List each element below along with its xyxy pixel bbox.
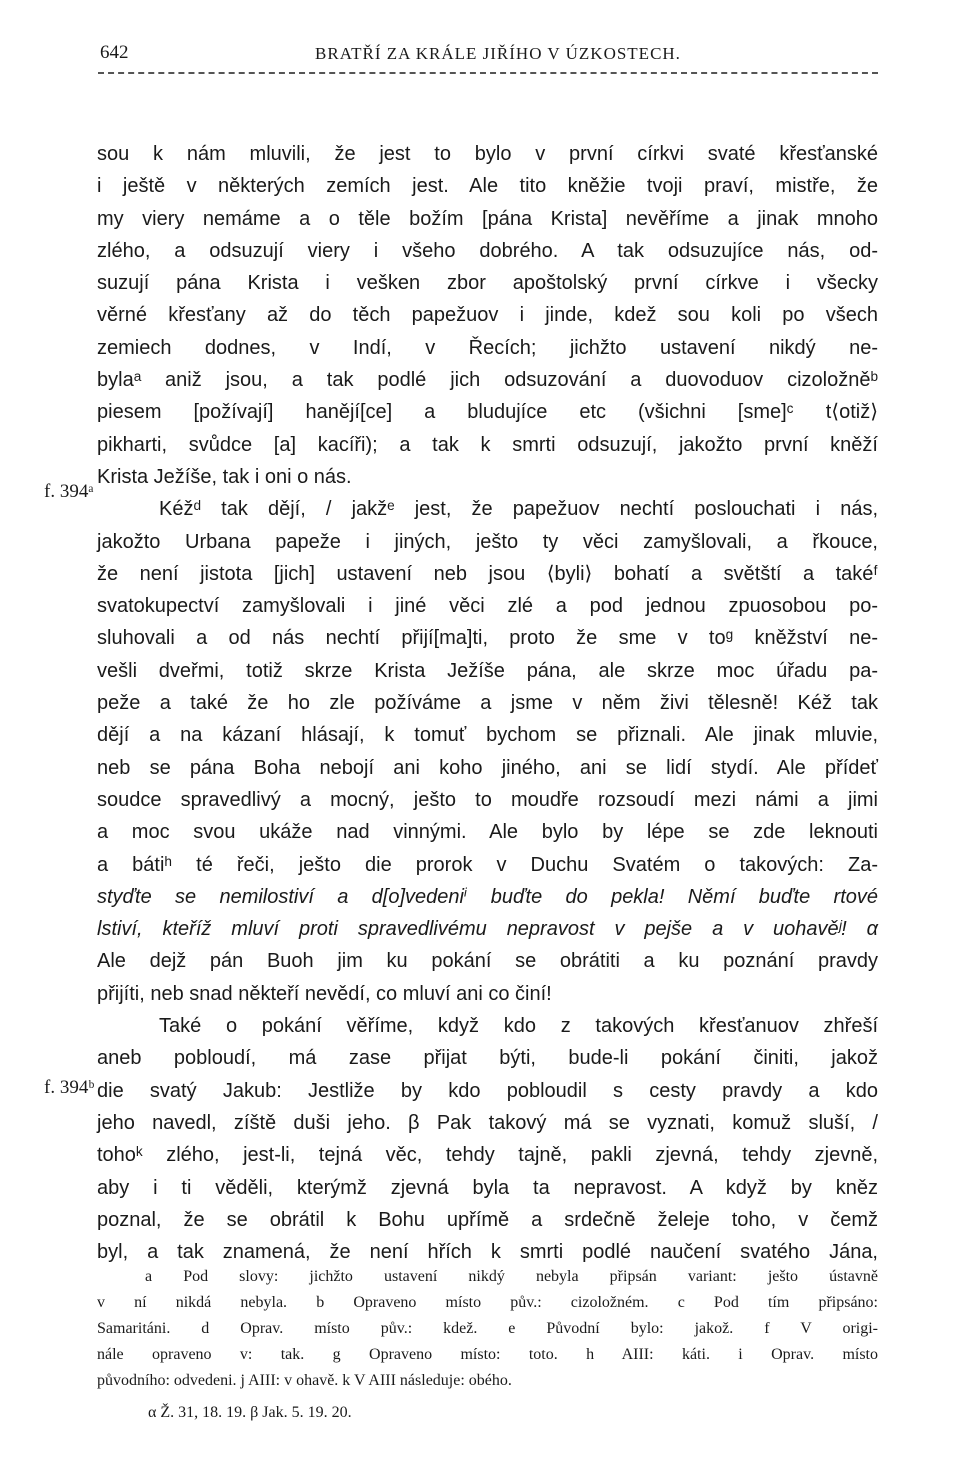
text-line: že není jistota [jich] ustavení neb jsou ⟨byli⟩ bohatí a světští a takéᶠ [97,562,878,585]
text-line: dějí a na kázaní hlásají, k tomuť bychom se přiznali. Ale jinak mluvie, [97,724,878,747]
footnotes [97,1264,878,1394]
text-line: Ale dejž pán Buoh jim ku pokání se obrátiti a ku poznání pravdy [97,950,878,973]
footnote-line: původního: odvedeni. j AIII: v ohavě. k V AIII následuje: obého. [97,1372,512,1389]
text-line: byl, a tak znamená, že není hřích k smrti podlé naučení svatého Jána, [97,1241,878,1264]
footnote-line: v ní nikdá nebyla. b Opraveno místo pův.: cizoložném. c Pod tím připsáno: [97,1294,878,1311]
text-line: pikharti, svůdce [a] kacíři); a tak k smrti odsuzují, jakožto první kněží [97,433,878,456]
text-line: zemiech dodnes, v Indí, v Řecích; jichžto ustavení nikdý ne- [97,336,878,359]
text-line: Krista Ježíše, tak i oni o nás. [97,465,352,488]
text-line: Také o pokání věříme, když kdo z takových křesťanuov zhřeší [159,1015,878,1038]
text-line: bylaᵃ aniž jsou, a tak podlé jich odsuzování a duovoduov cizoložněᵇ [97,369,878,392]
text-line: jakožto Urbana papeže i jiných, ješto ty věci zamyšlovali, a řkouce, [97,530,878,553]
text-line: lstiví, kteříž mluví proti spravedlivému nepravost v pejše a v uohavěʲ! α [97,918,878,941]
text-line: a moc svou ukáže nad vinnými. Ale bylo by lépe se zde leknouti [97,821,878,844]
text-line: jeho navedl, zíště duši jeho. β Pak takový má se vyznati, komuž sluší, / [97,1111,878,1134]
text-line: styďte se nemilostiví a d[o]vedeniⁱ buďte do pekla! Němí buďte rtové [97,885,878,908]
text-line: zlého, a odsuzují viery i všeho dobrého. A tak odsuzujíce nás, od- [97,239,878,262]
text-line: sluhovali a od nás nechtí přijí[ma]ti, proto že sme v toᵍ kněžství ne- [97,627,878,650]
text-line: aby i ti věděli, kterýmž zjevná byla ta nepravost. A když by kněz [97,1176,878,1199]
running-title: BRATŘÍ ZA KRÁLE JIŘÍHO V ÚZKOSTECH. [315,44,681,63]
text-line: die svatý Jakub: Jestliže by kdo pobloudil s cesty pravdy a kdo [97,1079,878,1102]
text-line: a bátiʰ té řeči, ješto die prorok v Duchu Svatém o takových: Za- [97,853,878,876]
text-line: aneb pobloudí, má zase přijat býti, bude-li pokání činiti, jakož [97,1047,878,1070]
text-line: věrné křesťany až do těch papežuov i jinde, kdež sou koli po všech [97,304,878,327]
text-line: tohoᵏ zlého, jest-li, tejná věc, tehdy tajně, pakli zjevná, tehdy zjevně, [97,1144,878,1167]
body-text [97,138,878,1268]
text-line: sou k nám mluvili, že jest to bylo v první církvi svaté křesťanské [97,143,878,165]
text-line: suzují pána Krista i vešken zbor apoštolský první církve i všecky [97,272,878,295]
folio-note: f. 394ᵇ [44,1077,95,1098]
text-line: svatokupectví zamyšlovali i jiné věci zlé a pod jednou zpuosobou po- [97,595,878,618]
page-number: 642 [100,42,129,63]
footnote-line: Samaritáni. d Oprav. místo pův.: kdež. e Původní bylo: jakož. f V origi- [97,1320,878,1337]
text-line: poznal, že se obrátil k Bohu upřímě a srdečně želeje toho, v čemž [97,1208,878,1231]
footnote-line: a Pod slovy: jichžto ustavení nikdý nebyla připsán variant: ješto ústavně [145,1268,878,1285]
text-line: i ještě v některých zemích jest. Ale tito kněžie tvoji praví, mistře, že [97,175,878,198]
header-rule [98,72,878,74]
text-line: my viery nemáme a o těle božím [pána Krista] nevěříme a jinak mnoho [97,207,878,230]
text-line: přijíti, neb snad někteří nevědí, co mluví ani co činí! [97,982,552,1005]
folio-note: f. 394ᵃ [44,481,94,502]
text-line: piesem [požívají] hanějí[ce] a bludujíce etc (všichni [sme]ᶜ t⟨otiž⟩ [97,401,878,424]
text-line: soudce spravedlivý a mocný, ješto to moudře rozsoudí mezi námi a jimi [97,788,878,811]
text-line: Kéžᵈ tak dějí, / jakžᵉ jest, že papežuov nechtí poslouchati i nás, [159,498,878,521]
scripture-references: α Ž. 31, 18. 19. β Jak. 5. 19. 20. [148,1404,352,1421]
text-line: peže a také že ho zle požíváme a jsme v něm živi tělesně! Kéž tak [97,692,878,715]
text-line: neb se pána Boha nebojí ani koho jiného, ani se lidí stydí. Ale přídeť [97,756,878,779]
footnote-line: nále opraveno v: tak. g Opraveno místo: toto. h AIII: káti. i Oprav. místo [97,1346,878,1363]
text-line: vešli dveřmi, totiž skrze Krista Ježíše pána, ale skrze moc úřadu pa- [97,659,878,682]
